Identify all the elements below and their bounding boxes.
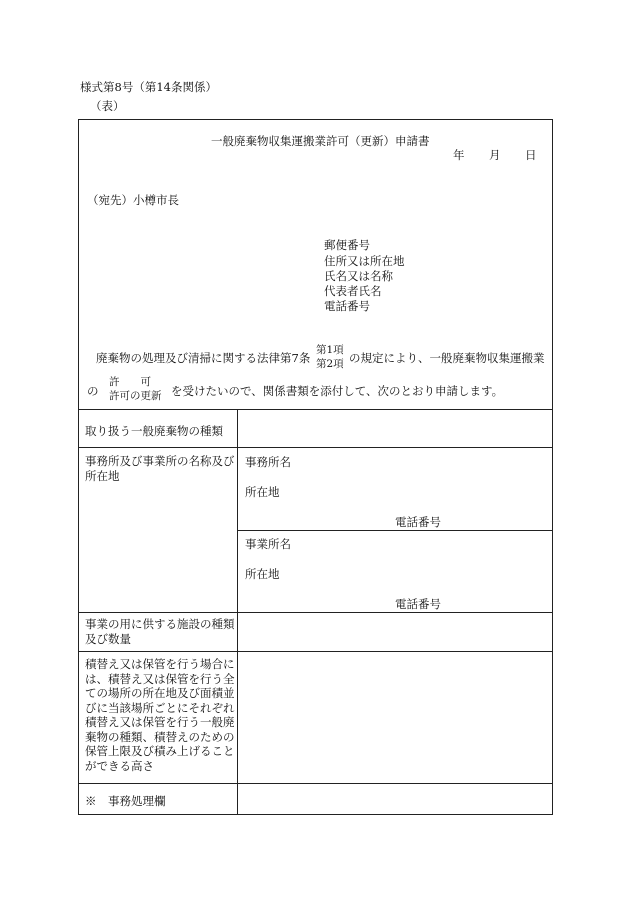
row-divider-facilities [79, 651, 552, 652]
office-phone-label: 電話番号 [395, 515, 441, 529]
statement-permit-renewal: 許可の更新 [109, 390, 162, 402]
office-use-value [241, 786, 547, 812]
row-divider-storage [79, 783, 552, 784]
office-use-label: ※ 事務処理欄 [85, 794, 166, 808]
statement-no: の [87, 384, 99, 398]
statement-permit: 許 可 [109, 376, 151, 388]
applicant-representative-label: 代表者氏名 [324, 284, 382, 298]
applicant-address-label: 住所又は所在地 [324, 254, 405, 268]
column-divider [237, 409, 238, 815]
storage-label: 積替え又は保管を行う場合には、積替え又は保管を行う全ての場所の所在地及び面積並びに当該場所ごとにそれぞれ積替え又は保管を行う一般廃棄物の種類、積替えのための保管上限及び積み上げることができる高さ [85, 657, 235, 773]
office-name-label: 事務所名 [245, 455, 291, 469]
application-form [78, 119, 553, 815]
table-top-border [79, 409, 552, 410]
facilities-value[interactable] [241, 615, 547, 648]
form-side-label: （表） [90, 99, 125, 113]
statement-clause1: 第1項 [316, 344, 344, 356]
form-number: 様式第8号（第14条関係） [80, 80, 217, 94]
applicant-name-label: 氏名又は名称 [324, 269, 393, 283]
waste-type-value[interactable] [241, 412, 547, 444]
statement-part3: を受けたいので、関係書類を添付して、次のとおり申請します。 [171, 384, 504, 398]
storage-value[interactable] [241, 654, 547, 780]
statement-clause2: 第2項 [316, 358, 344, 370]
business-site-location-label: 所在地 [245, 567, 280, 581]
statement-part2: の規定により、一般廃棄物収集運搬業 [349, 351, 545, 365]
row-divider-waste-type [79, 447, 552, 448]
row-divider-office [79, 612, 552, 613]
business-site-name-label: 事業所名 [245, 537, 291, 551]
date-year: 年 [453, 148, 465, 162]
waste-type-label: 取り扱う一般廃棄物の種類 [85, 424, 223, 438]
office-location-label: 所在地 [245, 485, 280, 499]
date-day: 日 [525, 148, 537, 162]
applicant-phone-label: 電話番号 [324, 299, 370, 313]
date-month: 月 [489, 148, 501, 162]
business-site-phone-label: 電話番号 [395, 597, 441, 611]
form-title: 一般廃棄物収集運搬業許可（更新）申請書 [211, 134, 430, 148]
office-label: 事務所及び事業所の名称及び所在地 [85, 454, 235, 483]
statement-part1: 廃棄物の処理及び清掃に関する法律第7条 [96, 351, 311, 365]
row-divider-office-site [237, 530, 552, 531]
addressee: （宛先）小樽市長 [87, 193, 179, 207]
facilities-label: 事業の用に供する施設の種類及び数量 [85, 617, 235, 646]
applicant-postal-code-label: 郵便番号 [324, 238, 370, 252]
